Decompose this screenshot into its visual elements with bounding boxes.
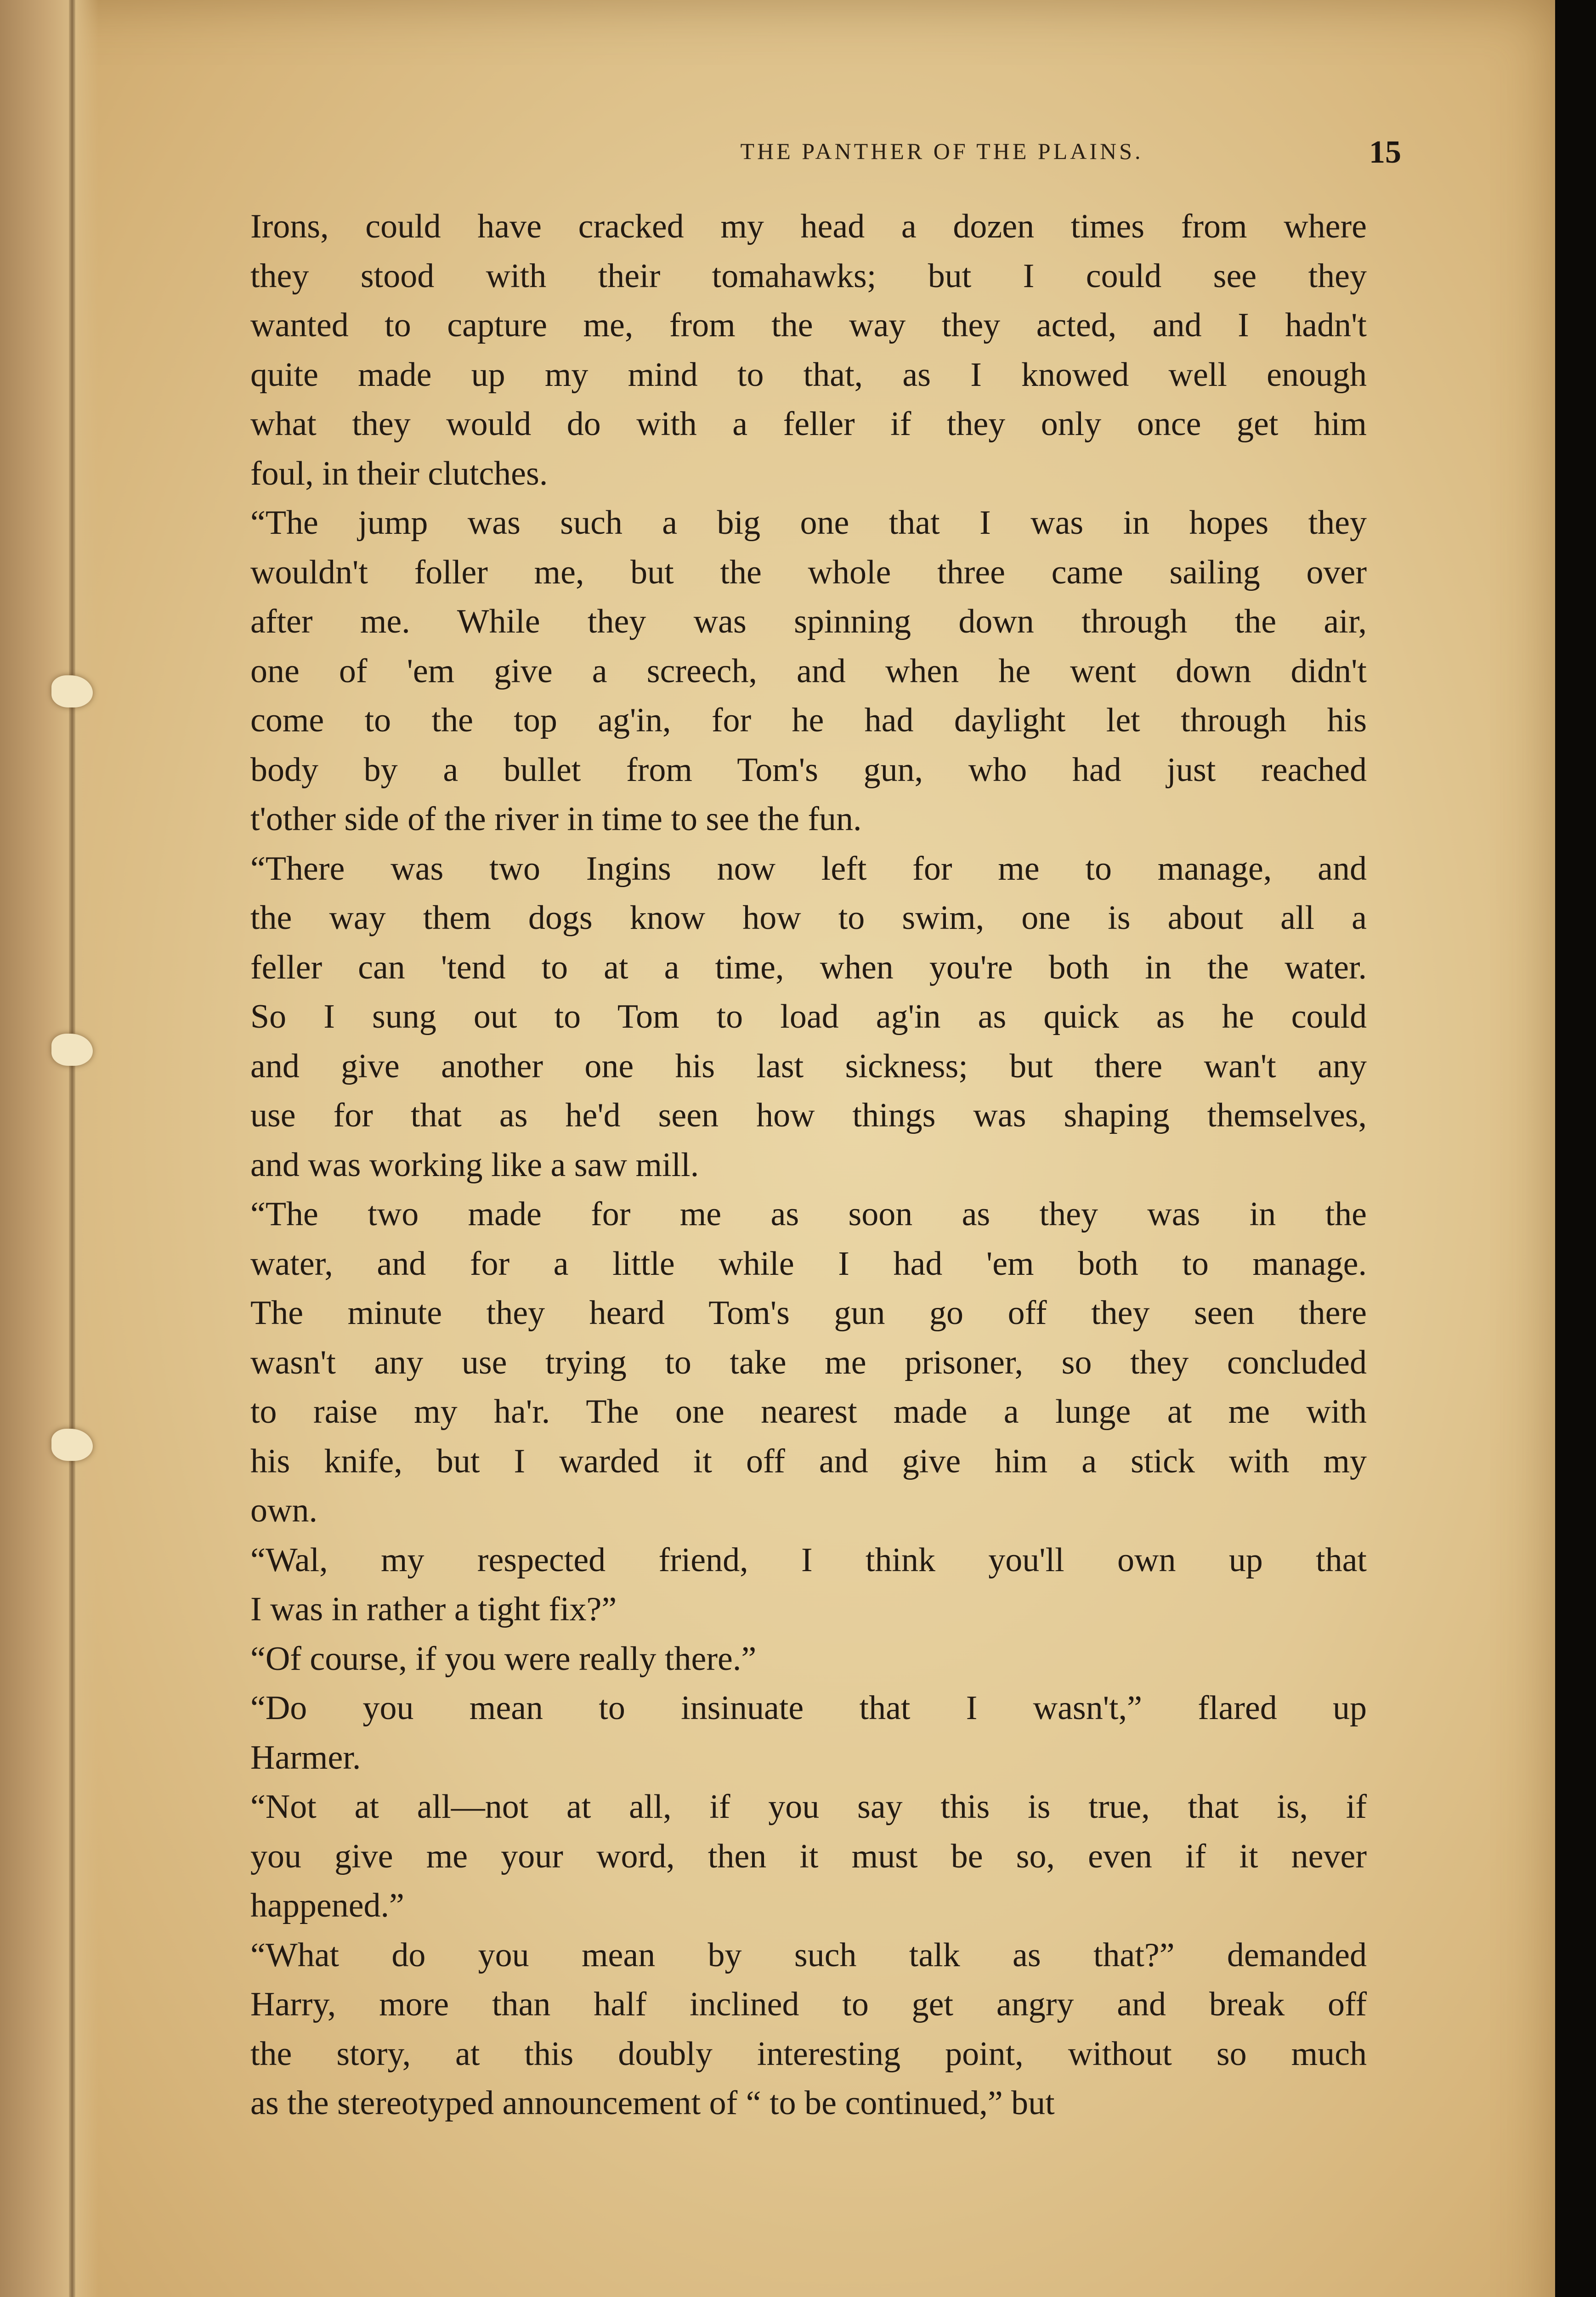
text-line: body by a bullet from Tom's gun, who had just reached [250, 751, 1367, 789]
text-line: quite made up my mind to that, as I knowed well enough [250, 356, 1367, 394]
text-line: “There was two Ingins now left for me to manage, and [250, 849, 1367, 888]
text-line: come to the top ag'in, for he had daylight let through his [250, 702, 1367, 739]
text-line: “Wal, my respected friend, I think you'll own up that [250, 1541, 1367, 1579]
text-line: “Do you mean to insinuate that I wasn't,” flared up [250, 1689, 1367, 1727]
text-line: Harry, more than half inclined to get angry and break off [250, 1986, 1367, 2023]
text-line: happened.” [250, 1887, 404, 1924]
page-number: 15 [1369, 135, 1401, 170]
text-line: “Not at all—not at all, if you say this is true, that is, if [250, 1788, 1367, 1826]
text-line: Irons, could have cracked my head a dozen times from where [250, 208, 1367, 245]
text-line: wanted to capture me, from the way they acted, and I hadn't [250, 306, 1367, 344]
text-line: after me. While they was spinning down through the air, [250, 603, 1367, 640]
text-line: “The jump was such a big one that I was in hopes they [250, 504, 1367, 542]
text-line: “What do you mean by such talk as that?” demanded [250, 1936, 1367, 1974]
body-text [250, 202, 1367, 2128]
text-line: wasn't any use trying to take me prisoner, so they concluded [250, 1343, 1367, 1381]
scan-border [1555, 0, 1596, 2297]
text-line: his knife, but I warded it off and give him a stick with my [250, 1442, 1367, 1480]
text-line: So I sung out to Tom to load ag'in as quick as he could [250, 998, 1367, 1035]
text-line: water, and for a little while I had 'em both to manage. [250, 1245, 1367, 1283]
text-line: Harmer. [250, 1738, 361, 1776]
text-line: “The two made for me as soon as they was in the [250, 1195, 1367, 1233]
text-line: feller can 'tend to at a time, when you're both in the water. [250, 948, 1367, 986]
text-line: t'other side of the river in time to see the fun. [250, 800, 862, 838]
text-line: and was working like a saw mill. [250, 1146, 699, 1184]
text-line: as the stereotyped announcement of “ to be continued,” but [250, 2084, 1055, 2122]
text-line: I was in rather a tight fix?” [250, 1590, 617, 1628]
text-line: wouldn't foller me, but the whole three came sailing over [250, 553, 1367, 591]
text-line: foul, in their clutches. [250, 454, 548, 492]
text-line: own. [250, 1492, 317, 1529]
running-header: THE PANTHER OF THE PLAINS. [740, 138, 1143, 164]
text-line: you give me your word, then it must be so, even if it never [250, 1837, 1367, 1875]
text-line: what they would do with a feller if they only once get him [250, 405, 1367, 443]
page-spine-shadow [0, 0, 99, 2297]
text-line: the story, at this doubly interesting point, without so much [250, 2035, 1367, 2073]
text-line: one of 'em give a screech, and when he went down didn't [250, 652, 1367, 690]
text-line: to raise my ha'r. The one nearest made a lunge at me with [250, 1393, 1367, 1431]
text-line: and give another one his last sickness; but there wan't any [250, 1047, 1367, 1085]
text-line: they stood with their tomahawks; but I could see they [250, 257, 1367, 295]
text-line: “Of course, if you were really there.” [250, 1640, 757, 1678]
binding-crease [69, 0, 75, 2297]
text-line: the way them dogs know how to swim, one is about all a [250, 899, 1367, 937]
text-line: use for that as he'd seen how things was shaping themselves, [250, 1097, 1367, 1134]
text-line: The minute they heard Tom's gun go off they seen there [250, 1294, 1367, 1332]
